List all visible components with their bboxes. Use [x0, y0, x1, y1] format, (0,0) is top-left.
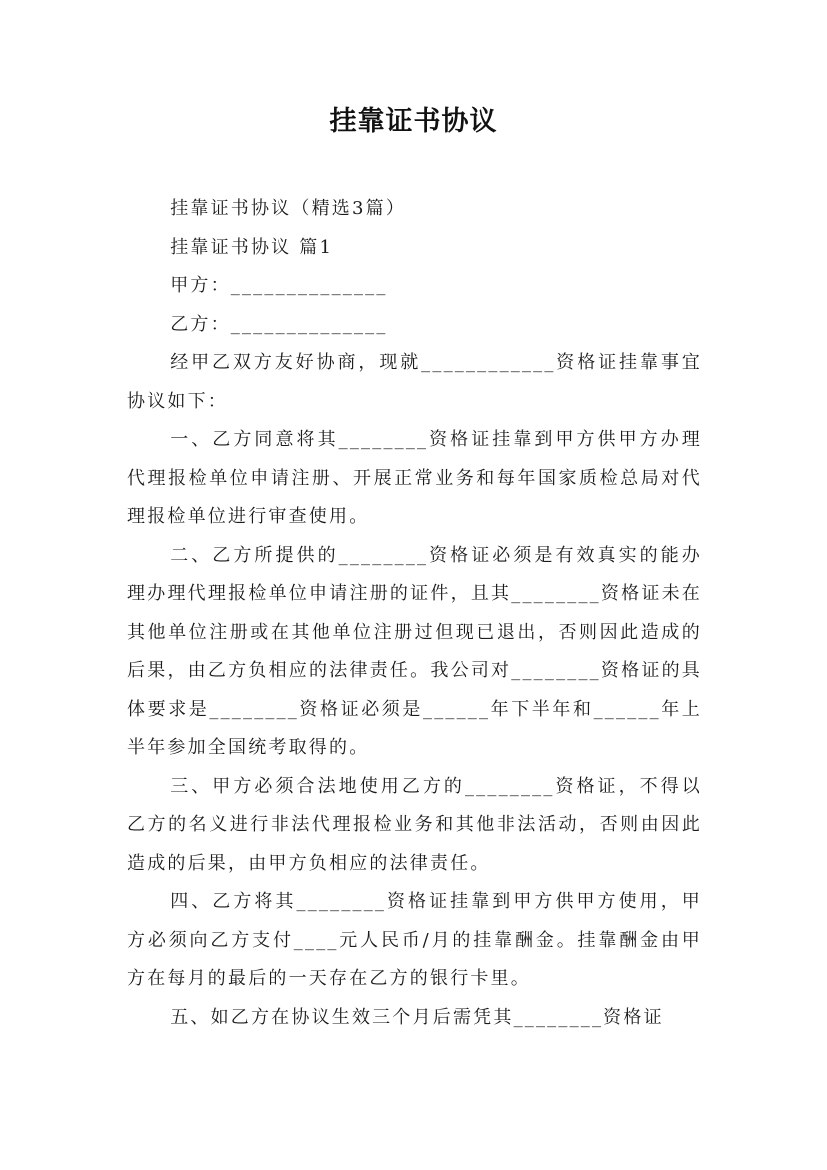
clause-1: 一、乙方同意将其________资格证挂靠到甲方供甲方办理代理报检单位申请注册、开展正常业务和每年国家质检总局对代理报检单位进行审查使用。	[127, 429, 702, 527]
document-subtitle: 挂靠证书协议（精选3篇）	[170, 198, 407, 219]
clause-3: 三、甲方必须合法地使用乙方的________资格证，不得以乙方的名义进行非法代理报检业务和其他非法活动，否则由因此造成的后果，由甲方负相应的法律责任。	[127, 775, 702, 874]
intro-paragraph: 经甲乙双方友好协商，现就____________资格证挂靠事宜协议如下：	[127, 352, 702, 412]
clause-4: 四、乙方将其________资格证挂靠到甲方供甲方使用，甲方必须向乙方支付____元人民币/月的挂靠酬金。挂靠酬金由甲方在每月的最后的一天存在乙方的银行卡里。	[127, 891, 702, 989]
document-body	[127, 190, 702, 1037]
clause-5: 五、如乙方在协议生效三个月后需凭其________资格证	[170, 1006, 664, 1028]
party-a-line: 甲方：______________	[170, 275, 388, 296]
clause-2: 二、乙方所提供的________资格证必须是有效真实的能办理办理代理报检单位申请注册的证件，且其________资格证未在其他单位注册或在其他单位注册过但现已退出，否则因此造成的后果，由乙方负相应的法律责任。我公司对________资格证的具体要求是________资格证必须是______年下半年和______年上半年参加全国统考取得的。	[127, 544, 702, 758]
document-title: 挂靠证书协议	[329, 106, 498, 137]
section-heading: 挂靠证书协议 篇1	[170, 236, 334, 258]
party-b-line: 乙方：______________	[170, 313, 388, 335]
